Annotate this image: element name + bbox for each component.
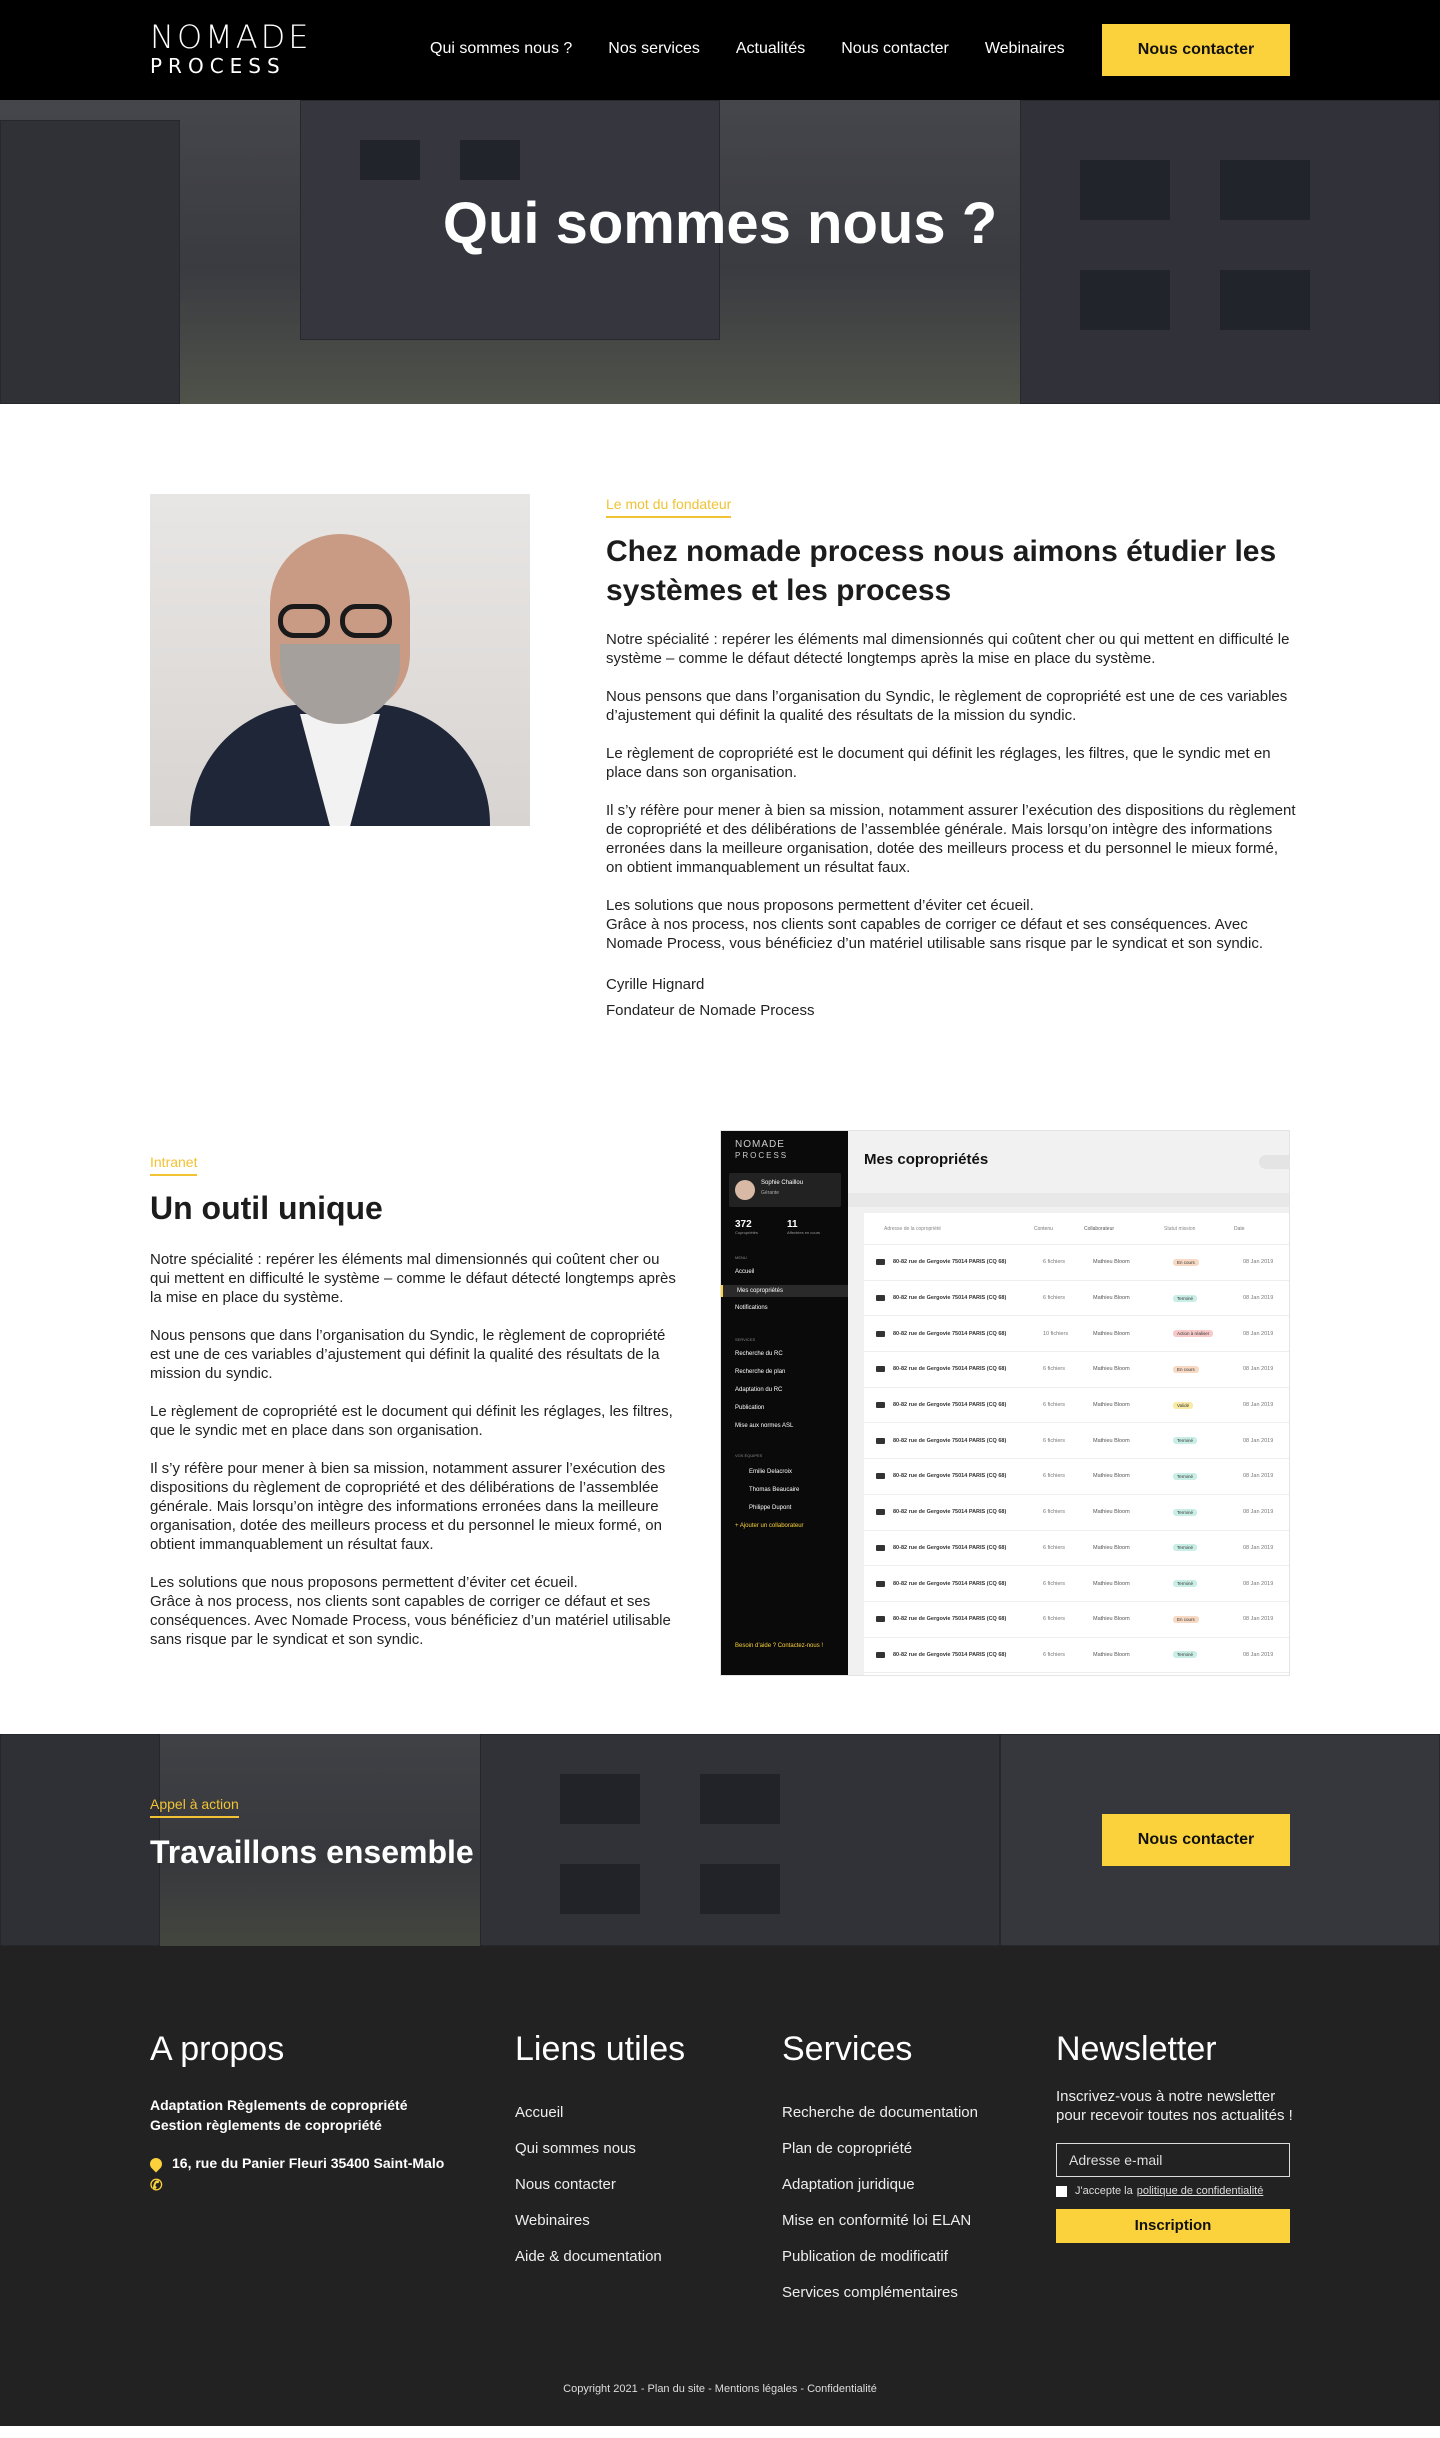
row-collaborator: Mathieu Bloom bbox=[1093, 1330, 1130, 1337]
table-row bbox=[864, 1316, 1289, 1352]
mock-col-header: Adresse de la copropriété bbox=[884, 1225, 941, 1232]
mock-team-member: Philippe Dupont bbox=[749, 1505, 792, 1511]
mock-toolbar bbox=[848, 1193, 1289, 1207]
row-collaborator: Mathieu Bloom bbox=[1093, 1473, 1130, 1480]
tool-paragraph: Les solutions que nous proposons permettent d’éviter cet écueil. Grâce à nos process, nos clients sont capables de corriger ce défaut et ses conséquences. Avec Nomade Process, vous bénéficiez d’un matériel utilisable sans risque par le syndicat et son syndic. bbox=[150, 1574, 671, 1648]
mock-section-label: SERVICES bbox=[735, 1337, 756, 1342]
row-content: 6 fichiers bbox=[1043, 1509, 1066, 1516]
row-collaborator: Mathieu Bloom bbox=[1093, 1402, 1130, 1409]
row-address: 80-82 rue de Gergovie 75014 PARIS (CQ 68) bbox=[893, 1295, 1007, 1302]
tool-heading: Un outil unique bbox=[150, 1190, 383, 1226]
footer-link-qui-sommes-nous[interactable]: Qui sommes nous bbox=[515, 2140, 636, 2157]
row-content: 6 fichiers bbox=[1043, 1473, 1066, 1480]
search-icon bbox=[1259, 1155, 1290, 1169]
mock-main bbox=[848, 1131, 1289, 1675]
tool-paragraph: Notre spécialité : repérer les éléments mal dimensionnés qui coûtent cher ou qui mettent en difficulté le système – comme le défaut détecté longtemps après la mise en place du système. bbox=[150, 1251, 676, 1306]
nav-link-nos-services[interactable]: Nos services bbox=[608, 40, 700, 57]
row-status bbox=[1173, 1473, 1243, 1480]
row-status bbox=[1173, 1366, 1243, 1373]
table-row bbox=[864, 1459, 1289, 1495]
status-badge: Terminé bbox=[1173, 1437, 1197, 1444]
folder-icon bbox=[876, 1259, 885, 1265]
mock-sidebar bbox=[721, 1131, 848, 1675]
founder-portrait bbox=[150, 494, 530, 826]
intranet-screenshot bbox=[720, 1130, 1290, 1676]
mock-menu-item: Recherche de plan bbox=[735, 1369, 786, 1375]
founder-section bbox=[0, 404, 1440, 1114]
footer-service-link[interactable]: Recherche de documentation bbox=[782, 2104, 978, 2121]
status-badge: Terminé bbox=[1173, 1544, 1197, 1551]
row-status bbox=[1173, 1330, 1243, 1337]
newsletter-subscribe-button[interactable]: Inscription bbox=[1056, 2209, 1290, 2243]
hero-banner bbox=[0, 100, 1440, 404]
founder-paragraph: Les solutions que nous proposons permettent d’éviter cet écueil. Grâce à nos process, nos clients sont capables de corriger ce défaut et ses conséquences. Avec Nomade Process, vous bénéficiez d’un matériel utilisable sans risque par le syndicat et son syndic. bbox=[606, 897, 1263, 952]
folder-icon bbox=[876, 1366, 885, 1372]
row-collaborator: Mathieu Bloom bbox=[1093, 1259, 1130, 1266]
signature-role: Fondateur de Nomade Process bbox=[606, 1002, 815, 1019]
row-collaborator: Mathieu Bloom bbox=[1093, 1437, 1130, 1444]
footer-service-link[interactable]: Adaptation juridique bbox=[782, 2176, 915, 2193]
tool-eyebrow: Intranet bbox=[150, 1154, 197, 1176]
row-address: 80-82 rue de Gergovie 75014 PARIS (CQ 68) bbox=[893, 1651, 1007, 1658]
row-status bbox=[1173, 1402, 1243, 1409]
row-date: 08 Jan 2019 bbox=[1243, 1651, 1274, 1658]
row-status bbox=[1173, 1259, 1243, 1266]
avatar bbox=[735, 1180, 755, 1200]
row-date: 08 Jan 2019 bbox=[1243, 1473, 1274, 1480]
page-title: Qui sommes nous ? bbox=[442, 191, 998, 256]
mock-menu-item: Accueil bbox=[735, 1269, 755, 1275]
row-collaborator: Mathieu Bloom bbox=[1093, 1295, 1130, 1302]
table-row bbox=[864, 1495, 1289, 1531]
mock-col-header: Contenu bbox=[1034, 1225, 1053, 1232]
status-badge: Terminé bbox=[1173, 1295, 1197, 1302]
folder-icon bbox=[876, 1581, 885, 1587]
copyright: Copyright 2021 - Plan du site - Mentions légales - Confidentialité bbox=[563, 2383, 877, 2395]
newsletter-consent bbox=[1056, 2185, 1296, 2197]
row-content: 6 fichiers bbox=[1043, 1295, 1066, 1302]
footer-about bbox=[150, 2030, 450, 2193]
row-date: 08 Jan 2019 bbox=[1243, 1295, 1274, 1302]
intranet-section bbox=[0, 1114, 1440, 1734]
row-address: 80-82 rue de Gergovie 75014 PARIS (CQ 68) bbox=[893, 1509, 1007, 1516]
footer-links bbox=[515, 2030, 685, 2275]
row-date: 08 Jan 2019 bbox=[1243, 1616, 1274, 1623]
row-address: 80-82 rue de Gergovie 75014 PARIS (CQ 68) bbox=[893, 1544, 1007, 1551]
footer-service-link[interactable]: Publication de modificatif bbox=[782, 2248, 948, 2265]
mock-stat-value: 11 bbox=[787, 1219, 798, 1230]
nav-link-qui-sommes-nous[interactable]: Qui sommes nous ? bbox=[430, 40, 573, 57]
row-content: 6 fichiers bbox=[1043, 1544, 1066, 1551]
mock-stat bbox=[787, 1219, 820, 1235]
mock-add-member: + Ajouter un collaborateur bbox=[735, 1523, 804, 1529]
mock-user-card bbox=[729, 1173, 841, 1207]
status-badge: En cours bbox=[1173, 1366, 1199, 1373]
mock-menu-item: Publication bbox=[735, 1405, 765, 1411]
row-content: 6 fichiers bbox=[1043, 1259, 1066, 1266]
mock-menu-item: Notifications bbox=[735, 1305, 768, 1311]
nav-link-actualites[interactable]: Actualités bbox=[735, 40, 806, 57]
founder-eyebrow: Le mot du fondateur bbox=[606, 496, 731, 518]
row-address: 80-82 rue de Gergovie 75014 PARIS (CQ 68) bbox=[893, 1330, 1007, 1337]
row-status bbox=[1173, 1437, 1243, 1444]
main-nav bbox=[430, 40, 1101, 58]
status-badge: Terminé bbox=[1173, 1473, 1197, 1480]
newsletter-email-input[interactable] bbox=[1056, 2143, 1290, 2177]
table-row bbox=[864, 1281, 1289, 1317]
footer-service-link[interactable]: Plan de copropriété bbox=[782, 2140, 913, 2157]
footer-about-line: Adaptation Règlements de copropriété bbox=[150, 2097, 408, 2113]
row-collaborator: Mathieu Bloom bbox=[1093, 1580, 1130, 1587]
mock-user-name: Sophie Chaillou bbox=[761, 1180, 804, 1186]
founder-paragraph: Le règlement de copropriété est le document qui définit les réglages, les filtres, que le syndic met en place dans son organisation. bbox=[606, 745, 1271, 781]
tool-paragraph: Nous pensons que dans l’organisation du Syndic, le règlement de copropriété est une de ces variables d’ajustement qui définit la qualité des résultats de la mission du syndic. bbox=[150, 1327, 666, 1382]
phone-icon[interactable]: ✆ bbox=[150, 2177, 163, 2194]
row-status bbox=[1173, 1509, 1243, 1516]
row-content: 6 fichiers bbox=[1043, 1580, 1066, 1587]
row-collaborator: Mathieu Bloom bbox=[1093, 1366, 1130, 1373]
table-row bbox=[864, 1352, 1289, 1388]
row-address: 80-82 rue de Gergovie 75014 PARIS (CQ 68) bbox=[893, 1580, 1007, 1587]
mock-stat-label: Copropriétés bbox=[735, 1230, 758, 1235]
newsletter-text: Inscrivez-vous à notre newsletter pour recevoir toutes nos actualités ! bbox=[1056, 2088, 1293, 2124]
row-date: 08 Jan 2019 bbox=[1243, 1509, 1274, 1516]
logo-line-2: PROCESS bbox=[150, 54, 286, 78]
row-date: 08 Jan 2019 bbox=[1243, 1580, 1274, 1587]
folder-icon bbox=[876, 1331, 885, 1337]
mock-col-header: Date bbox=[1234, 1225, 1245, 1232]
logo-line-1: NOMADE bbox=[150, 18, 312, 56]
status-badge: Validé bbox=[1173, 1402, 1193, 1409]
portrait-glasses bbox=[278, 604, 402, 640]
row-collaborator: Mathieu Bloom bbox=[1093, 1651, 1130, 1658]
folder-icon bbox=[876, 1438, 885, 1444]
footer-services bbox=[782, 2030, 978, 2311]
mock-col-header: Collaborateur bbox=[1084, 1225, 1115, 1232]
footer-link-webinaires[interactable]: Webinaires bbox=[515, 2212, 590, 2229]
mock-stat bbox=[735, 1219, 758, 1235]
table-row bbox=[864, 1602, 1289, 1638]
table-row bbox=[864, 1638, 1289, 1674]
row-status bbox=[1173, 1651, 1243, 1658]
location-pin-icon bbox=[148, 2156, 165, 2173]
footer-link-aide[interactable]: Aide & documentation bbox=[515, 2248, 662, 2265]
consent-text: J'accepte la bbox=[1075, 2185, 1133, 2197]
mock-menu-item: Mise aux normes ASL bbox=[735, 1423, 794, 1429]
folder-icon bbox=[876, 1545, 885, 1551]
row-date: 08 Jan 2019 bbox=[1243, 1437, 1274, 1444]
footer-newsletter bbox=[1056, 2030, 1296, 2243]
table-row bbox=[864, 1388, 1289, 1424]
tool-paragraph: Il s’y réfère pour mener à bien sa mission, notamment assurer l’exécution des dispositions du règlement de copropriété et des délibérations de l’assemblée générale. Mais lorsqu’on intègre des informations erronées dans la meilleure organisation, dotée des meilleurs process et du personnel le mieux formé, on obtient immanquablement un résultat faux. bbox=[150, 1460, 666, 1553]
footer-address bbox=[150, 2153, 450, 2193]
status-badge: Terminé bbox=[1173, 1509, 1197, 1516]
tool-paragraph: Le règlement de copropriété est le document qui définit les réglages, les filtres, que le syndic met en place dans son organisation. bbox=[150, 1403, 673, 1439]
status-badge: Terminé bbox=[1173, 1580, 1197, 1587]
status-badge: En cours bbox=[1173, 1616, 1199, 1623]
consent-checkbox[interactable] bbox=[1056, 2186, 1067, 2197]
nav-link-nous-contacter[interactable]: Nous contacter bbox=[841, 40, 949, 57]
header-contact-button[interactable]: Nous contacter bbox=[1102, 24, 1290, 76]
privacy-policy-link[interactable]: politique de confidentialité bbox=[1136, 2185, 1264, 2197]
row-collaborator: Mathieu Bloom bbox=[1093, 1509, 1130, 1516]
mock-team-member: Thomas Beaucaire bbox=[749, 1487, 800, 1493]
row-address: 80-82 rue de Gergovie 75014 PARIS (CQ 68) bbox=[893, 1616, 1007, 1623]
mock-section-label: MENU bbox=[735, 1255, 747, 1260]
folder-icon bbox=[876, 1402, 885, 1408]
site-footer bbox=[0, 1946, 1440, 2426]
founder-signature bbox=[606, 972, 1296, 1024]
table-row bbox=[864, 1423, 1289, 1459]
status-badge: Action à réaliser bbox=[1173, 1330, 1213, 1337]
site-header bbox=[0, 0, 1440, 100]
footer-link-accueil[interactable]: Accueil bbox=[515, 2104, 564, 2121]
row-date: 08 Jan 2019 bbox=[1243, 1402, 1274, 1409]
founder-paragraph: Il s’y réfère pour mener à bien sa mission, notamment assurer l’exécution des dispositions du règlement de copropriété et des délibérations de l’assemblée générale. Mais lorsqu’on intègre des informations erronées dans la meilleure organisation, dotée des meilleurs process et du personnel le mieux formé, on obtient immanquablement un résultat faux. bbox=[606, 802, 1296, 876]
mock-logo-line-2: PROCESS bbox=[735, 1151, 789, 1160]
cta-banner bbox=[0, 1734, 1440, 1946]
folder-icon bbox=[876, 1295, 885, 1301]
row-address: 80-82 rue de Gergovie 75014 PARIS (CQ 68) bbox=[893, 1259, 1007, 1266]
row-content: 10 fichiers bbox=[1043, 1330, 1069, 1337]
row-date: 08 Jan 2019 bbox=[1243, 1259, 1274, 1266]
mock-table-body bbox=[864, 1245, 1289, 1673]
row-content: 6 fichiers bbox=[1043, 1651, 1066, 1658]
cta-eyebrow: Appel à action bbox=[150, 1796, 239, 1818]
row-status bbox=[1173, 1616, 1243, 1623]
founder-paragraph: Notre spécialité : repérer les éléments mal dimensionnés qui coûtent cher ou qui mettent en difficulté le système – comme le défaut détecté longtemps après la mise en place du système. bbox=[606, 631, 1290, 667]
mock-page-title: Mes copropriétés bbox=[864, 1151, 989, 1168]
mock-col-header: Statut mission bbox=[1164, 1225, 1196, 1232]
row-content: 6 fichiers bbox=[1043, 1437, 1066, 1444]
footer-link-nous-contacter[interactable]: Nous contacter bbox=[515, 2176, 616, 2193]
mock-team-member: Emilie Delacroix bbox=[749, 1469, 793, 1475]
mock-menu-item: Adaptation du RC bbox=[735, 1387, 783, 1393]
row-content: 6 fichiers bbox=[1043, 1366, 1066, 1373]
cta-heading: Travaillons ensemble bbox=[150, 1834, 474, 1870]
status-badge: En cours bbox=[1173, 1259, 1199, 1266]
footer-services-title: Services bbox=[782, 2030, 913, 2068]
row-collaborator: Mathieu Bloom bbox=[1093, 1616, 1130, 1623]
folder-icon bbox=[876, 1509, 885, 1515]
folder-icon bbox=[876, 1473, 885, 1479]
table-row bbox=[864, 1245, 1289, 1281]
mock-help-text: Besoin d’aide ? Contactez-nous ! bbox=[735, 1643, 824, 1649]
mock-stat-label: Affectées en cours bbox=[787, 1230, 821, 1235]
signature-name: Cyrille Hignard bbox=[606, 976, 705, 993]
cta-contact-button[interactable]: Nous contacter bbox=[1102, 1814, 1290, 1866]
folder-icon bbox=[876, 1652, 885, 1658]
footer-service-link[interactable]: Mise en conformité loi ELAN bbox=[782, 2212, 972, 2229]
row-date: 08 Jan 2019 bbox=[1243, 1544, 1274, 1551]
row-date: 08 Jan 2019 bbox=[1243, 1366, 1274, 1373]
row-content: 6 fichiers bbox=[1043, 1616, 1066, 1623]
row-status bbox=[1173, 1295, 1243, 1302]
row-address: 80-82 rue de Gergovie 75014 PARIS (CQ 68) bbox=[893, 1437, 1007, 1444]
footer-about-title: A propos bbox=[150, 2030, 285, 2068]
footer-address-text: 16, rue du Panier Fleuri 35400 Saint-Malo bbox=[172, 2155, 445, 2171]
founder-paragraph: Nous pensons que dans l’organisation du Syndic, le règlement de copropriété est une de ces variables d’ajustement qui définit la qualité des résultats de la mission du syndic. bbox=[606, 688, 1288, 724]
mock-menu-item-active: Mes copropriétés bbox=[721, 1285, 848, 1297]
table-row bbox=[864, 1531, 1289, 1567]
folder-icon bbox=[876, 1616, 885, 1622]
mock-table-header bbox=[864, 1213, 1289, 1245]
mock-table bbox=[864, 1213, 1289, 1675]
row-status bbox=[1173, 1580, 1243, 1587]
nav-link-webinaires[interactable]: Webinaires bbox=[984, 40, 1065, 57]
founder-text bbox=[606, 630, 1296, 1024]
row-address: 80-82 rue de Gergovie 75014 PARIS (CQ 68) bbox=[893, 1473, 1007, 1480]
row-date: 08 Jan 2019 bbox=[1243, 1330, 1274, 1337]
footer-newsletter-title: Newsletter bbox=[1056, 2030, 1217, 2068]
mock-section-label: VOS ÉQUIPES bbox=[735, 1453, 763, 1458]
mock-stat-value: 372 bbox=[735, 1219, 752, 1230]
mock-user-role: Gérante bbox=[761, 1190, 780, 1196]
row-status bbox=[1173, 1544, 1243, 1551]
founder-heading: Chez nomade process nous aimons étudier les systèmes et les process bbox=[606, 535, 1277, 607]
row-address: 80-82 rue de Gergovie 75014 PARIS (CQ 68) bbox=[893, 1366, 1007, 1373]
row-address: 80-82 rue de Gergovie 75014 PARIS (CQ 68) bbox=[893, 1402, 1007, 1409]
site-logo[interactable] bbox=[150, 20, 311, 78]
mock-logo-line-1: NOMADE bbox=[735, 1139, 785, 1150]
mock-menu-item: Recherche du RC bbox=[735, 1351, 783, 1357]
footer-service-link[interactable]: Services complémentaires bbox=[782, 2284, 958, 2301]
tool-text bbox=[150, 1250, 680, 1668]
row-collaborator: Mathieu Bloom bbox=[1093, 1544, 1130, 1551]
table-row bbox=[864, 1566, 1289, 1602]
status-badge: Terminé bbox=[1173, 1651, 1197, 1658]
footer-about-line: Gestion règlements de copropriété bbox=[150, 2117, 382, 2133]
footer-links-title: Liens utiles bbox=[515, 2030, 686, 2068]
row-content: 6 fichiers bbox=[1043, 1402, 1066, 1409]
